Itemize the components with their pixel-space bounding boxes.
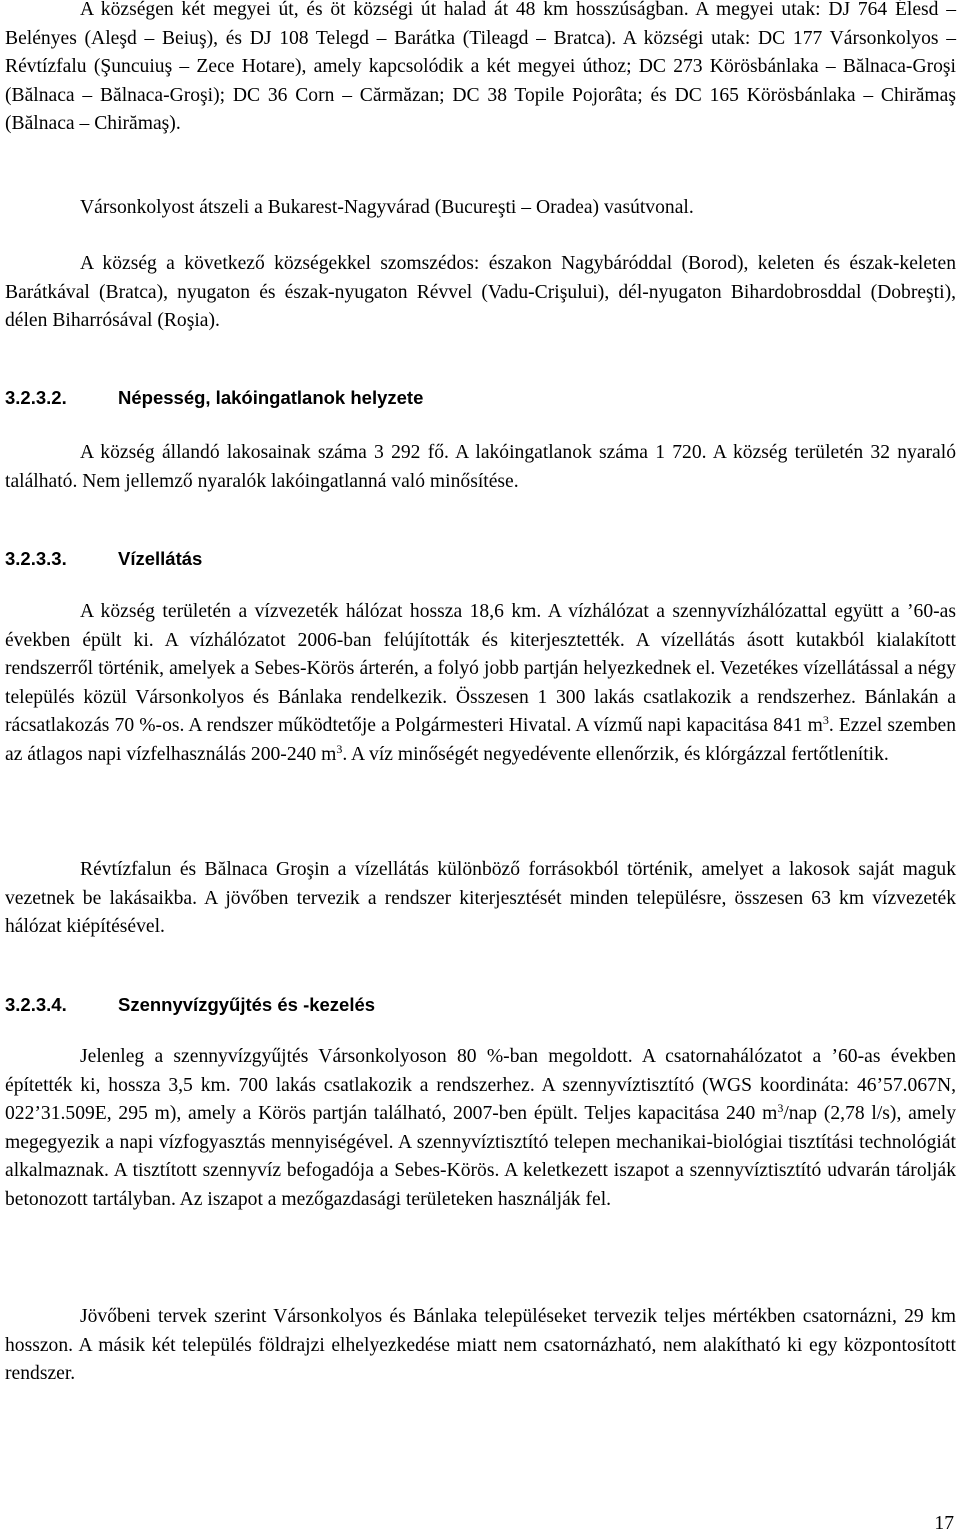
paragraph-text: A községen két megyei út, és öt községi út halad át 48 km hosszúságban. A megyei utak: DJ 764 Élesd – Belényes (Aleşd – Beiuş), és DJ 108 Telegd – Barátka (Tileagd – Bratca). A községi utak: DC 177 Vársonkolyos – Révtízfalu (Şuncuiuş – Zece Hotare), amely kapcsolódik a két megyei úthoz; DC 273 Körösbánlaka – Bălnaca-Groşi (Bălnaca – Bălnaca-Groşi); DC 36 Corn – Cărmăzan; DC 38 Topile Pojorâta; és DC 165 Körösbánlaka – Chirămaş (Bălnaca – Chirămaş). xyxy=(5,0,956,134)
section-number: 3.2.3.3. xyxy=(5,548,67,569)
section-title: Szennyvízgyűjtés és -kezelés xyxy=(118,994,376,1015)
superscript: 3 xyxy=(777,1101,784,1115)
paragraph-water-supply xyxy=(5,598,956,769)
section-title: Népesség, lakóingatlanok helyzete xyxy=(118,387,424,408)
section-heading-sewage xyxy=(5,993,905,1017)
paragraph-text: . A víz minőségét negyedévente ellenőrzik, és klórgázzal fertőtlenítik. xyxy=(342,743,889,765)
paragraph-text: A község területén a vízvezeték hálózat hossza 18,6 km. A vízhálózat a szennyvízhálózattal együtt a ’60-as években épült ki. A vízhálózatot 2006-ban felújították és kiterjesztették. A vízellátás ásott kutakból kialakított rendszerről történik, amelyek a Sebes-Körös árterén, a folyó jobb partján helyezkednek el. Vezetékes vízellátással a négy település közül Vársonkolyos és Bánlaka rendelkezik. Összesen 1 300 lakás csatlakozik a rendszerhez. Bánlakán a rácsatlakozás 70 %-os. A rendszer működtetője a Polgármesteri Hivatal. A vízmű napi kapacitása 841 m xyxy=(5,601,956,736)
section-number: 3.2.3.2. xyxy=(5,387,67,408)
superscript: 3 xyxy=(336,741,343,756)
paragraph-roads xyxy=(5,0,956,139)
section-title: Vízellátás xyxy=(118,548,203,569)
paragraph-text: Jövőbeni tervek szerint Vársonkolyos és Bánlaka településeket tervezik teljes mértékben csatornázni, 29 km hosszon. A másik két település földrajzi elhelyezkedése miatt nem csatornázható, nem alakítható ki egy központosított rendszer. xyxy=(5,1306,956,1384)
paragraph-rail xyxy=(5,194,956,223)
superscript: 3 xyxy=(822,713,829,727)
section-number: 3.2.3.4. xyxy=(5,994,67,1015)
paragraph-sewage-plans xyxy=(5,1303,956,1389)
section-heading-population xyxy=(5,386,905,410)
paragraph-text: /nap (2,78 l/s), amely megegyezik a napi vízfogyasztás mennyiségével. A szennyvíztisztító telepen mechanikai-biológiai tisztítási technológiát alkalmaznak. A tisztított szennyvíz befogadója a Sebes-Körös. A keletkezett iszapot a szennyvíztisztító udvarán tárolják betonozott tartályban. Az iszapot a mezőgazdasági területeken használják fel. xyxy=(5,1103,956,1210)
paragraph-neighbours xyxy=(5,250,956,336)
paragraph-text: A község a következő községekkel szomszédos: északon Nagybáróddal (Borod), keleten és észak-keleten Barátkával (Bratca), nyugaton és észak-nyugaton Révvel (Vadu-Crişului), dél-nyugaton Bihardobrosddal (Dobreşti), délen Biharrósával (Roşia). xyxy=(5,253,956,331)
paragraph-text: Vársonkolyost átszeli a Bukarest-Nagyvárad (Bucureşti – Oradea) vasútvonal. xyxy=(80,197,694,218)
paragraph-text: Révtízfalun és Bălnaca Groşin a vízellátás különböző forrásokból történik, amelyet a lakosok saját maguk vezetnek be lakásaikba. A jövőben tervezik a rendszer kiterjesztését minden településre, összesen 63 km vízvezeték hálózat kiépítésével. xyxy=(5,859,956,937)
paragraph-water-other xyxy=(5,856,956,942)
page-number: 17 xyxy=(934,1513,954,1534)
paragraph-text: Jelenleg a szennyvízgyűjtés Vársonkolyoson 80 %-ban megoldott. A csatornahálózatot a ’60-as években építették ki, hossza 3,5 km. 700 lakás csatlakozik a rendszerhez. A szennyvíztisztító (WGS koordináta: 46’57.067N, 022’31.509E, 295 m), amely a Körös partján található, 2007-ben épült. Teljes kapacitása 240 m xyxy=(5,1046,956,1124)
paragraph-text: A község állandó lakosainak száma 3 292 fő. A lakóingatlanok száma 1 720. A község területén 32 nyaraló található. Nem jellemző nyaralók lakóingatlanná való minősítése. xyxy=(5,442,956,492)
paragraph-text: . Ezzel szemben az átlagos napi vízfelhasználás 200-240 m xyxy=(5,715,956,765)
section-heading-water xyxy=(5,547,905,571)
paragraph-population xyxy=(5,439,956,496)
paragraph-sewage xyxy=(5,1043,956,1214)
